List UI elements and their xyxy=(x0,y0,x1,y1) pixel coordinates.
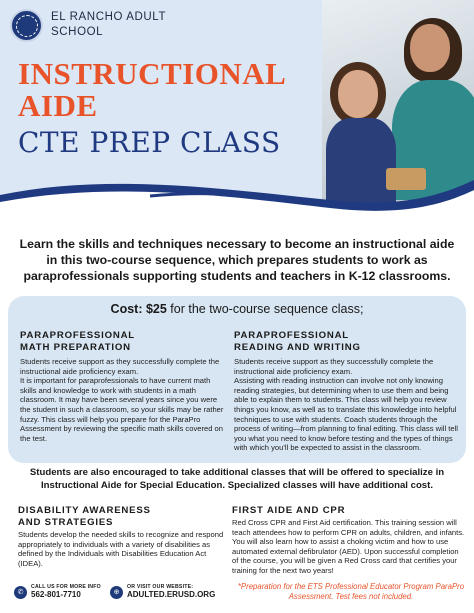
decorative-wave xyxy=(0,150,474,235)
globe-icon: ⊕ xyxy=(110,586,123,599)
math-course-text xyxy=(20,357,228,443)
math-course-para1: Students receive support as they successfully complete the instructional aide proficiency exam. xyxy=(20,357,220,376)
math-course-heading: PARAPROFESSIONAL MATH PREPARATION xyxy=(20,330,135,353)
school-name xyxy=(51,10,201,40)
reading-course-heading: PARAPROFESSIONAL READING AND WRITING xyxy=(234,330,361,353)
title-aide: AIDE xyxy=(18,88,98,123)
cost-description: for the two-course sequence class; xyxy=(166,302,364,316)
phone-label: CALL US FOR MORE INFO xyxy=(31,584,101,590)
website-label: OR VISIT OUR WEBSITE: xyxy=(127,584,194,590)
math-course-para2: It is important for paraprofessionals to have current math skills and knowledge to work with students in a math classroom. It may have been several years since you were the student in such a classroom, so your skills may be rather fuzzy. This class will help you prepare for the ParaPro Assessment by reviewing the specific math skills covered on the test. xyxy=(20,376,224,443)
title-cte-prep-class: CTE PREP CLASS xyxy=(18,126,281,159)
phone-number[interactable]: 562-801-7710 xyxy=(31,590,81,599)
cost-amount: Cost: $25 xyxy=(110,302,167,316)
first-aid-heading: FIRST AIDE AND CPR xyxy=(232,505,346,516)
reading-course-para1: Students receive support as they successfully complete the instructional aide proficiency exam. xyxy=(234,357,434,376)
school-name-line1: EL RANCHO ADULT xyxy=(51,11,167,23)
ets-footnote: *Preparation for the ETS Professional Educator Program ParaPro Assessment. Test fees not included. xyxy=(237,582,465,601)
intro-paragraph: Learn the skills and techniques necessary to become an instructional aide in this two-course sequence, which prepares students to work as paraprofessionals supporting students and teachers in K-12 classrooms. xyxy=(19,237,455,283)
website-link[interactable]: ADULTED.ERUSD.ORG xyxy=(127,590,216,599)
website-contact[interactable] xyxy=(110,584,215,600)
school-name-line2: SCHOOL xyxy=(51,26,104,38)
cost-line xyxy=(0,302,474,316)
disability-heading: DISABILITY AWARENESS AND STRATEGIES xyxy=(18,505,151,528)
title-instructional: INSTRUCTIONAL xyxy=(18,56,287,91)
reading-course-text xyxy=(234,357,458,453)
disability-text: Students develop the needed skills to recognize and respond appropriately to individuals with a variety of disabilities as defined by the Individuals with Disabilities Education Act (IDEA). xyxy=(18,530,224,568)
specialization-note: Students are also encouraged to take additional classes that will be offered to specialize in Instructional Aide for Special Education. Specialized classes will have additional cost. xyxy=(29,467,445,491)
first-aid-text: Red Cross CPR and First Aid certification. This training session will teach attendees how to perform CPR on adults, children, and infants. You will also learn how to assist a choking victim and how to use automated external defibrulator (AED). Upon successful completion of the course, you will be given a Red Cross card that certifies your training for the next two years! xyxy=(232,518,465,575)
phone-icon: ✆ xyxy=(14,586,27,599)
phone-contact[interactable] xyxy=(14,584,101,600)
reading-course-para2: Assisting with reading instruction can involve not only knowing reading strategies, but determining when to use them and being able to explain them to students. This class will help you review things you know, as well as to translate this knowledge into helpful techniques to use with students. Coach students through the process of writing—from planning to final editing. This class will tell you what you need to know before testing and the types of things with which you'll be expected to assist in the classroom. xyxy=(234,376,458,453)
school-seal-logo xyxy=(10,9,43,42)
